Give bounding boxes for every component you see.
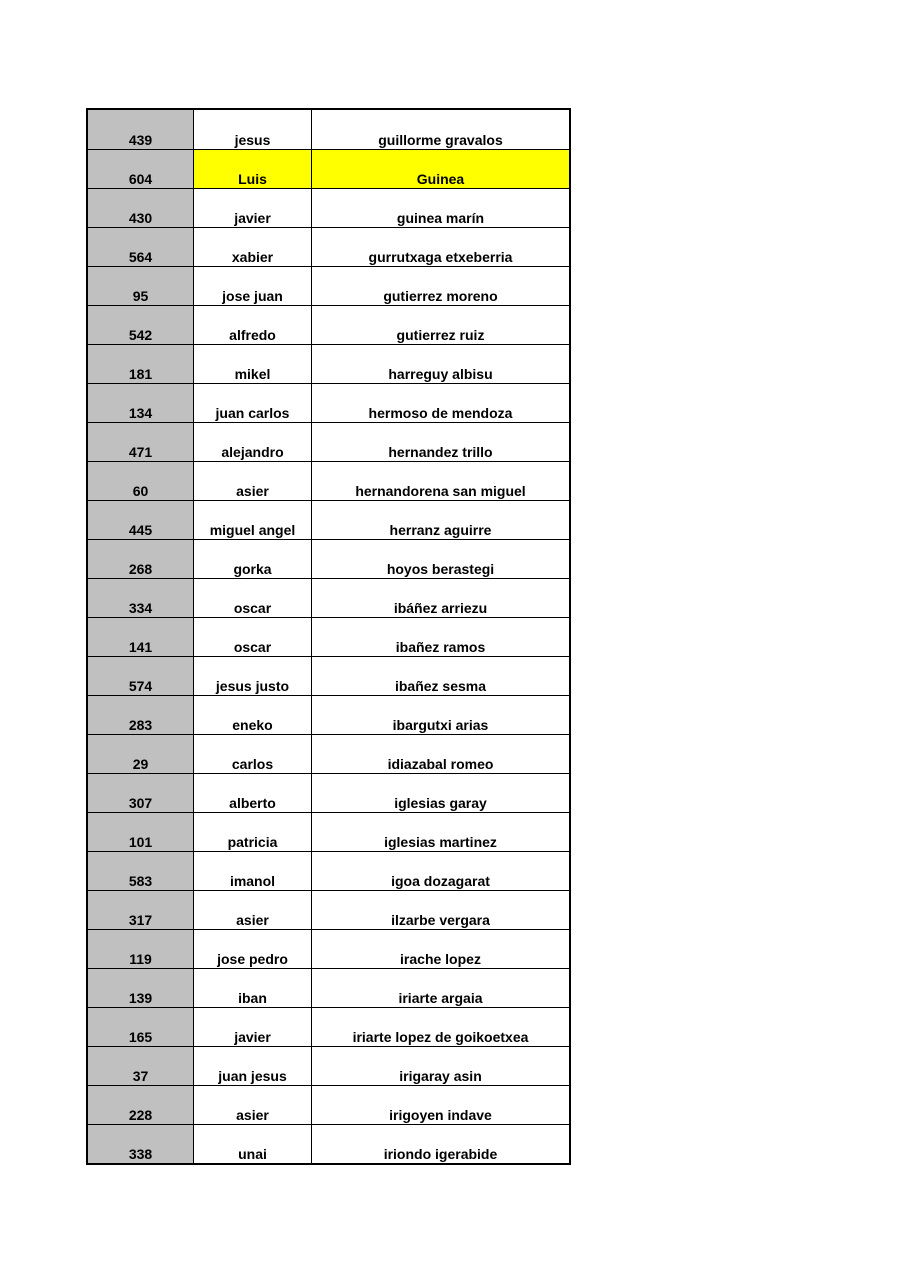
row-number-cell: 134: [88, 384, 194, 422]
last-name-cell: idiazabal romeo: [387, 756, 494, 772]
table-row: [88, 500, 569, 539]
first-name-cell: unai: [194, 1125, 312, 1163]
first-name-cell: juan carlos: [194, 384, 312, 422]
first-name-cell: imanol: [194, 852, 312, 890]
last-name-cell: ibáñez arriezu: [393, 600, 488, 616]
last-name-cell: hermoso de mendoza: [368, 405, 513, 421]
table-row: [88, 188, 569, 227]
table-row: [88, 1046, 569, 1085]
first-name-cell: xabier: [194, 228, 312, 266]
table-row: [88, 812, 569, 851]
last-name-cell: harreguy albisu: [388, 366, 493, 382]
row-number-cell: 268: [88, 540, 194, 578]
row-number-cell: 37: [88, 1047, 194, 1085]
table-row: [88, 227, 569, 266]
first-name-cell: juan jesus: [194, 1047, 312, 1085]
row-number-cell: 338: [88, 1125, 194, 1163]
first-name-cell: patricia: [194, 813, 312, 851]
table-row: [88, 305, 569, 344]
row-number-cell: 228: [88, 1086, 194, 1124]
table-row: [88, 773, 569, 812]
row-number-cell: 574: [88, 657, 194, 695]
first-name-cell: carlos: [194, 735, 312, 773]
table-row: [88, 656, 569, 695]
row-number-cell: 334: [88, 579, 194, 617]
first-name-cell: javier: [194, 189, 312, 227]
row-number-cell: 439: [88, 110, 194, 149]
table-row: [88, 968, 569, 1007]
row-number-cell: 471: [88, 423, 194, 461]
table-row: [88, 266, 569, 305]
row-number-cell: 95: [88, 267, 194, 305]
last-name-cell: guinea marín: [396, 210, 485, 226]
table-row: [88, 617, 569, 656]
row-number-cell: 165: [88, 1008, 194, 1046]
last-name-cell: irigoyen indave: [389, 1107, 492, 1123]
row-number-cell: 283: [88, 696, 194, 734]
first-name-cell: javier: [194, 1008, 312, 1046]
last-name-cell: iriondo igerabide: [383, 1146, 498, 1162]
last-name-cell: ibañez sesma: [394, 678, 487, 694]
row-number-cell: 139: [88, 969, 194, 1007]
last-name-cell: iglesias garay: [394, 795, 487, 811]
row-number-cell: 141: [88, 618, 194, 656]
row-number-cell: 101: [88, 813, 194, 851]
first-name-cell: Luis: [194, 150, 312, 188]
last-name-cell: herranz aguirre: [389, 522, 492, 538]
first-name-cell: jesus: [194, 110, 312, 149]
row-number-cell: 583: [88, 852, 194, 890]
last-name-cell: igoa dozagarat: [391, 873, 490, 889]
last-name-cell: hernandez trillo: [388, 444, 493, 460]
table-row: [88, 890, 569, 929]
row-number-cell: 430: [88, 189, 194, 227]
first-name-cell: jesus justo: [194, 657, 312, 695]
table-row: [88, 734, 569, 773]
table-row: [88, 1007, 569, 1046]
last-name-cell: hoyos berastegi: [386, 561, 495, 577]
table-row: [88, 110, 569, 149]
last-name-cell: iriarte argaia: [398, 990, 483, 1006]
last-name-cell: gutierrez ruiz: [396, 327, 485, 343]
row-number-cell: 60: [88, 462, 194, 500]
last-name-cell: iriarte lopez de goikoetxea: [352, 1029, 529, 1045]
first-name-cell: asier: [194, 462, 312, 500]
table-row: [88, 461, 569, 500]
first-name-cell: miguel angel: [194, 501, 312, 539]
first-name-cell: alejandro: [194, 423, 312, 461]
table-row: [88, 1124, 569, 1163]
table-row: [88, 344, 569, 383]
table-row: [88, 578, 569, 617]
table-row: [88, 851, 569, 890]
first-name-cell: mikel: [194, 345, 312, 383]
table-row: [88, 383, 569, 422]
last-name-cell: iglesias martinez: [384, 834, 497, 850]
first-name-cell: asier: [194, 1086, 312, 1124]
last-name-cell: irache lopez: [400, 951, 481, 967]
row-number-cell: 119: [88, 930, 194, 968]
table-row: [88, 539, 569, 578]
first-name-cell: jose pedro: [194, 930, 312, 968]
first-name-cell: asier: [194, 891, 312, 929]
participant-table: [86, 108, 571, 1165]
last-name-cell: ilzarbe vergara: [391, 912, 490, 928]
row-number-cell: 604: [88, 150, 194, 188]
row-number-cell: 29: [88, 735, 194, 773]
last-name-cell: hernandorena san miguel: [355, 483, 526, 499]
last-name-cell: Guinea: [312, 150, 569, 188]
last-name-cell: ibañez ramos: [395, 639, 486, 655]
first-name-cell: iban: [194, 969, 312, 1007]
last-name-cell: gutierrez moreno: [383, 288, 498, 304]
first-name-cell: oscar: [194, 618, 312, 656]
last-name-cell: irigaray asin: [399, 1068, 482, 1084]
first-name-cell: gorka: [194, 540, 312, 578]
table-row-highlighted: [88, 149, 569, 188]
last-name-cell: guillorme gravalos: [378, 132, 503, 148]
row-number-cell: 445: [88, 501, 194, 539]
first-name-cell: jose juan: [194, 267, 312, 305]
row-number-cell: 317: [88, 891, 194, 929]
first-name-cell: eneko: [194, 696, 312, 734]
first-name-cell: oscar: [194, 579, 312, 617]
last-name-cell: gurrutxaga etxeberria: [368, 249, 513, 265]
table-row: [88, 695, 569, 734]
first-name-cell: alberto: [194, 774, 312, 812]
last-name-cell: ibargutxi arias: [392, 717, 489, 733]
row-number-cell: 181: [88, 345, 194, 383]
table-row: [88, 929, 569, 968]
table-row: [88, 422, 569, 461]
row-number-cell: 542: [88, 306, 194, 344]
first-name-cell: alfredo: [194, 306, 312, 344]
table-row: [88, 1085, 569, 1124]
row-number-cell: 307: [88, 774, 194, 812]
row-number-cell: 564: [88, 228, 194, 266]
